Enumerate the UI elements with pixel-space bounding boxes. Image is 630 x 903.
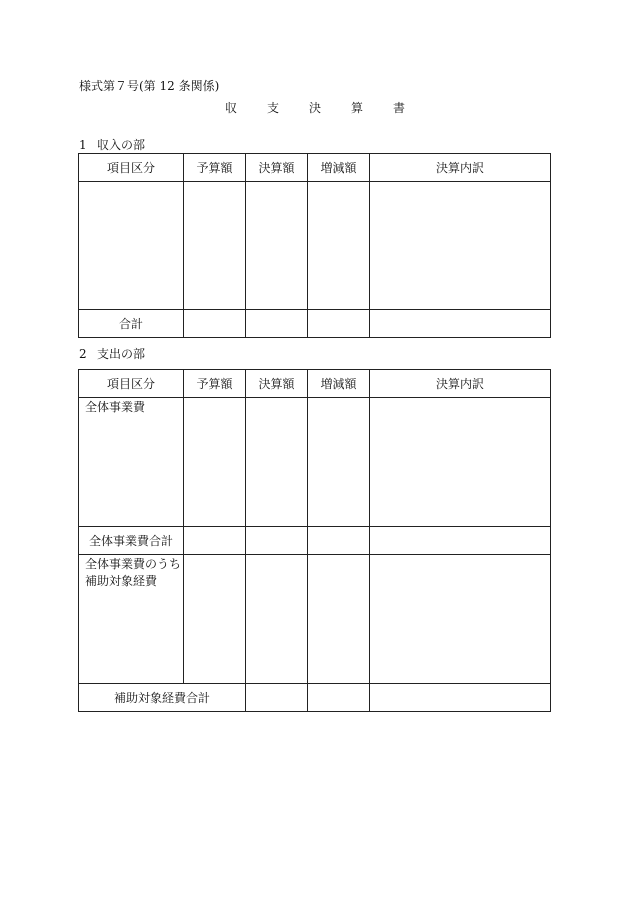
column-header-difference: 増減額 [308, 370, 370, 398]
settled-total-cell[interactable] [246, 310, 308, 338]
expense-section-heading [79, 346, 145, 362]
subsidy-expense-total-label: 補助対象経費合計 [79, 684, 246, 712]
breakdown-cell[interactable] [370, 182, 551, 310]
difference-total-cell[interactable] [308, 527, 370, 555]
settled-total-cell[interactable] [246, 684, 308, 712]
expense-table [78, 369, 551, 712]
document-title [225, 100, 405, 116]
subsidy-expense-total-row [79, 684, 551, 712]
income-table [78, 153, 551, 338]
column-header-category: 項目区分 [79, 154, 184, 182]
breakdown-cell[interactable] [370, 398, 551, 527]
settled-cell[interactable] [246, 182, 308, 310]
difference-cell[interactable] [308, 182, 370, 310]
column-header-settled: 決算額 [246, 154, 308, 182]
column-header-budget: 予算額 [184, 370, 246, 398]
column-header-category: 項目区分 [79, 370, 184, 398]
column-header-breakdown: 決算内訳 [370, 154, 551, 182]
budget-cell[interactable] [184, 398, 246, 527]
breakdown-total-cell[interactable] [370, 684, 551, 712]
difference-total-cell[interactable] [308, 310, 370, 338]
overall-expense-total-label: 全体事業費合計 [79, 527, 184, 555]
section-number: 2 [79, 347, 87, 361]
column-header-difference: 増減額 [308, 154, 370, 182]
total-label: 合計 [79, 310, 184, 338]
settled-cell[interactable] [246, 555, 308, 684]
overall-expense-total-row [79, 527, 551, 555]
subsidy-label-line2: 補助対象経費 [85, 574, 158, 588]
section-title: 収入の部 [97, 138, 146, 152]
settled-total-cell[interactable] [246, 527, 308, 555]
difference-total-cell[interactable] [308, 684, 370, 712]
section-title: 支出の部 [97, 347, 146, 361]
table-row [79, 182, 551, 310]
budget-cell[interactable] [184, 555, 246, 684]
column-header-breakdown: 決算内訳 [370, 370, 551, 398]
overall-expense-row [79, 398, 551, 527]
budget-cell[interactable] [184, 182, 246, 310]
income-total-row [79, 310, 551, 338]
table-header-row [79, 154, 551, 182]
column-header-settled: 決算額 [246, 370, 308, 398]
budget-total-cell[interactable] [184, 527, 246, 555]
title-char: 書 [392, 101, 405, 115]
budget-total-cell[interactable] [184, 310, 246, 338]
title-char: 算 [350, 101, 363, 115]
difference-cell[interactable] [308, 555, 370, 684]
breakdown-total-cell[interactable] [370, 310, 551, 338]
title-char: 収 [225, 101, 238, 115]
income-section-heading [79, 137, 145, 153]
section-number: 1 [79, 138, 87, 152]
breakdown-cell[interactable] [370, 555, 551, 684]
difference-cell[interactable] [308, 398, 370, 527]
title-char: 支 [266, 101, 279, 115]
table-header-row [79, 370, 551, 398]
form-number: 様式第７号(第 12 条関係) [79, 79, 220, 93]
settled-cell[interactable] [246, 398, 308, 527]
subsidy-expense-label [79, 555, 184, 684]
subsidy-expense-row [79, 555, 551, 684]
category-cell[interactable] [79, 182, 184, 310]
title-char: 決 [308, 101, 321, 115]
column-header-budget: 予算額 [184, 154, 246, 182]
overall-expense-label: 全体事業費 [79, 398, 184, 527]
breakdown-total-cell[interactable] [370, 527, 551, 555]
subsidy-label-line1: 全体事業費のうち [85, 557, 182, 571]
